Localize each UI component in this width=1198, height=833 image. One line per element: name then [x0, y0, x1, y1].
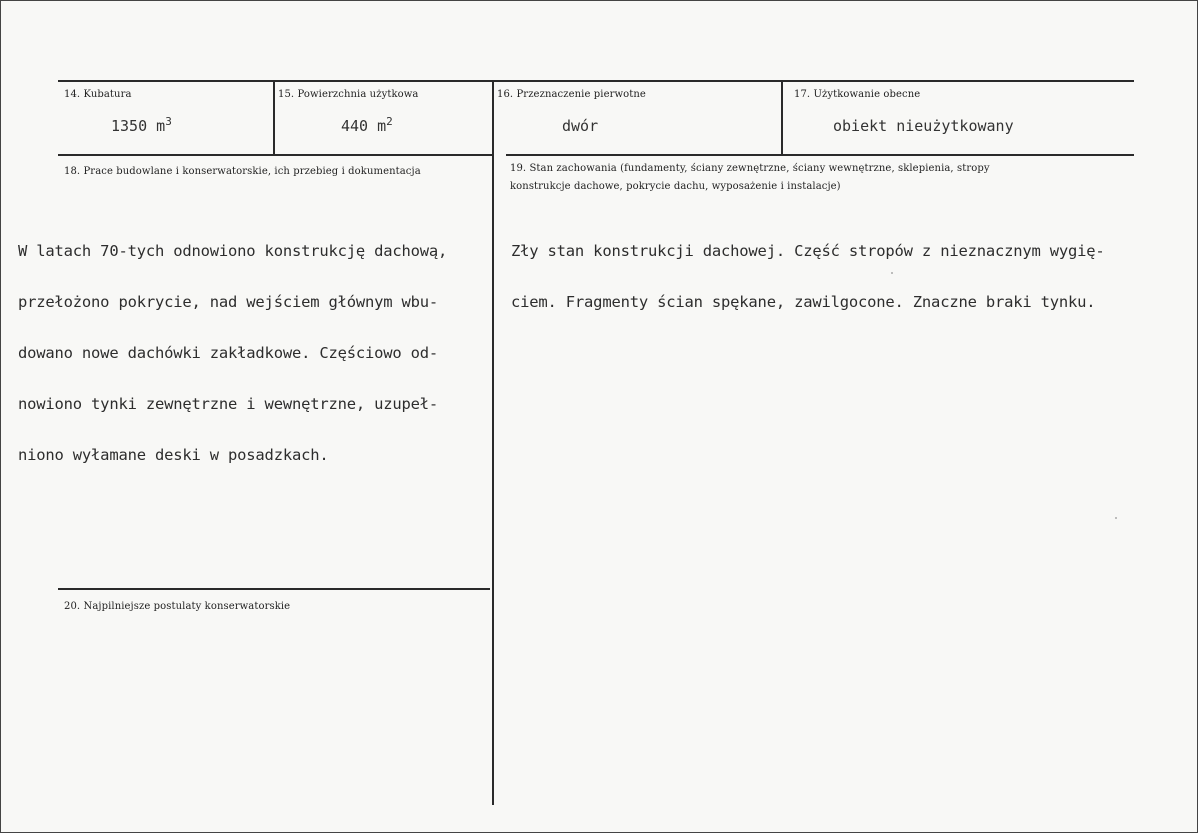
field-14-unit: $m^3$: [156, 115, 172, 135]
paper-speck: [1115, 517, 1117, 519]
top-rule: [58, 80, 1134, 82]
field-17-value: obiekt nieużytkowany: [833, 117, 1014, 135]
field-18-line: nowiono tynki zewnętrzne i wewnętrzne, uzupeł-: [18, 395, 439, 413]
field-19-text: [511, 209, 1105, 345]
field-19-line: ciem. Fragmenty ścian spękane, zawilgocone. Znaczne braki tynku.: [511, 293, 1096, 311]
divider-16-17: [781, 80, 783, 155]
divider-15-16: [492, 80, 494, 805]
field-20-label: 20. Najpilniejsze postulaty konserwatorskie: [64, 601, 291, 612]
row3-rule: [58, 588, 490, 590]
paper-speck: [891, 272, 893, 274]
field-15-number: 440: [341, 117, 369, 135]
field-16-value: dwór: [562, 117, 599, 135]
field-18-line: niono wyłamane deski w posadzkach.: [18, 446, 329, 464]
field-14-number: 1350: [111, 117, 148, 135]
field-15-value: [341, 115, 393, 135]
field-18-line: dowano nowe dachówki zakładkowe. Częściowo od-: [18, 344, 439, 362]
row2-rule-left: [58, 154, 492, 156]
field-14-label: 14. Kubatura: [64, 89, 132, 100]
field-15-label: 15. Powierzchnia użytkowa: [278, 89, 419, 100]
field-18-label: 18. Prace budowlane i konserwatorskie, ich przebieg i dokumentacja: [64, 166, 421, 177]
divider-14-15: [273, 80, 275, 155]
field-18-line: przełożono pokrycie, nad wejściem głównym wbu-: [18, 293, 439, 311]
field-18-line: W latach 70-tych odnowiono konstrukcję dachową,: [18, 242, 448, 260]
field-19-label-line2: konstrukcje dachowe, pokrycie dachu, wyposażenie i instalacje): [510, 181, 841, 192]
field-16-label: 16. Przeznaczenie pierwotne: [497, 89, 646, 100]
field-17-label: 17. Użytkowanie obecne: [794, 89, 921, 100]
field-19-line: Zły stan konstrukcji dachowej. Część stropów z nieznacznym wygię-: [511, 242, 1105, 260]
field-19-label-line1: 19. Stan zachowania (fundamenty, ściany zewnętrzne, ściany wewnętrzne, sklepienia, stropy: [510, 163, 990, 174]
row2-rule-right: [506, 154, 1134, 156]
field-14-value: [111, 115, 172, 135]
field-18-text: [18, 209, 447, 498]
field-15-unit: $m^2$: [377, 115, 393, 135]
